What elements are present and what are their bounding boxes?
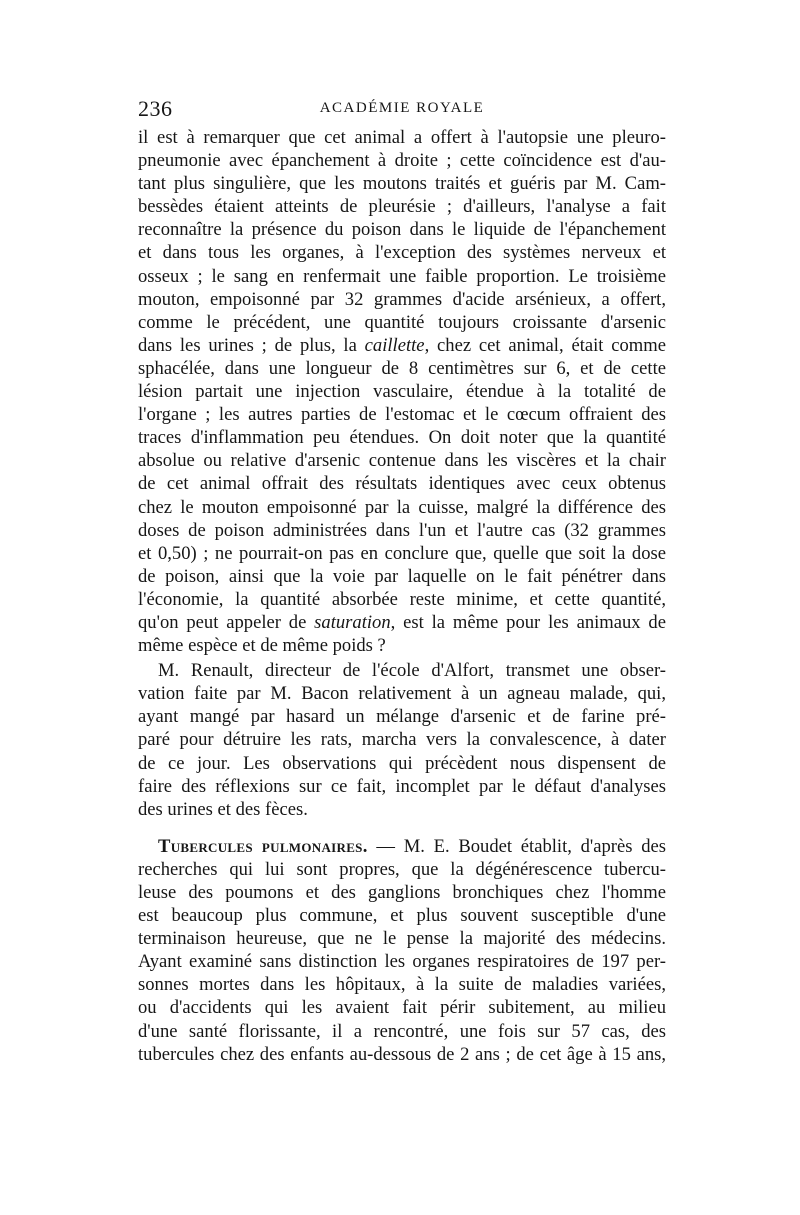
text-line: même espèce et de même poids ?	[138, 635, 386, 657]
italic-term: saturation	[314, 611, 391, 633]
body-text	[138, 126, 666, 1066]
text-line: d'une santé florissante, il a rencontré, une fois sur 57 cas, des	[138, 1020, 666, 1042]
text-line: mouton, empoisonné par 32 grammes d'acide arsénieux, a offert,	[138, 288, 666, 310]
text-line: tubercules chez des enfants au-dessous de 2 ans ; de cet âge à 15 ans,	[138, 1043, 666, 1065]
text-line: est beaucoup plus commune, et plus souvent susceptible d'une	[138, 905, 666, 927]
text-line: terminaison heureuse, que ne le pense la majorité des médecins.	[138, 928, 666, 950]
text-line: faire des réflexions sur ce fait, incomplet par le défaut d'analyses	[138, 775, 666, 797]
paragraph-arsenic-sheep	[138, 126, 666, 657]
text-line: ou d'accidents qui les avaient fait périr subitement, au milieu	[138, 997, 666, 1019]
text-line: bessèdes étaient atteints de pleurésie ; d'ailleurs, l'analyse a fait	[138, 196, 666, 218]
text-line: comme le précédent, une quantité toujours croissante d'arsenic	[138, 311, 666, 333]
paragraph-pulmonary-tubercles	[138, 835, 666, 1066]
text-line: absolue ou relative d'arsenic contenue dans les viscères et la chair	[138, 450, 666, 472]
text-line: doses de poison administrées dans l'un et l'autre cas (32 grammes	[138, 519, 666, 541]
text-line: traces d'inflammation peu étendues. On doit noter que la quantité	[138, 427, 666, 449]
text-segment: — M. E. Boudet établit, d'après des	[367, 835, 666, 857]
text-line: l'économie, la quantité absorbée reste minime, et cette quantité,	[138, 588, 666, 610]
text-line: des urines et des fèces.	[138, 798, 308, 820]
running-title: ACADÉMIE ROYALE	[319, 100, 485, 116]
text-segment: qu'on peut appeler de	[138, 611, 307, 633]
text-line: vation faite par M. Bacon relativement à un agneau malade, qui,	[138, 683, 666, 705]
text-line: paré pour détruire les rats, marcha vers la convalescence, à dater	[138, 729, 666, 751]
text-line: recherches qui lui sont propres, que la dégénérescence tubercu-	[138, 858, 666, 880]
text-line: et dans tous les organes, à l'exception des systèmes nerveux et	[138, 242, 666, 264]
text-line: leuse des poumons et des ganglions bronchiques chez l'homme	[138, 882, 666, 903]
italic-term: caillette	[364, 334, 425, 356]
text-line: de cet animal offrait des résultats identiques avec ceux obtenus	[138, 473, 666, 495]
text-segment: , chez cet animal, était comme	[424, 334, 666, 356]
text-segment: dans les urines ; de plus, la	[138, 334, 357, 356]
text-line: chez le mouton empoisonné par la cuisse, malgré la différence des	[138, 496, 666, 518]
text-line: reconnaître la présence du poison dans le liquide de l'épanchement	[138, 219, 666, 241]
text-line: lésion partait une injection vasculaire, étendue à la totalité de	[138, 381, 666, 403]
text-line: Ayant examiné sans distinction les organes respiratoires de 197 per-	[138, 951, 666, 973]
text-line: l'organe ; les autres parties de l'estomac et le cœcum offraient des	[138, 404, 666, 426]
text-line: tant plus singulière, que les moutons traités et guéris par M. Cam-	[138, 173, 666, 195]
text-line: de ce jour. Les observations qui précèdent nous dispensent de	[138, 752, 666, 774]
text-line: pneumonie avec épanchement à droite ; cette coïncidence est d'au-	[138, 150, 666, 172]
text-line: il est à remarquer que cet animal a offert à l'autopsie une pleuro-	[138, 127, 666, 148]
paragraph-renault-observation	[138, 659, 666, 821]
text-line	[138, 835, 666, 858]
text-line	[138, 611, 666, 634]
text-line: ayant mangé par hasard un mélange d'arsenic et de farine pré-	[138, 706, 666, 728]
text-line: sphacélée, dans une longueur de 8 centimètres sur 6, et de cette	[138, 357, 666, 379]
text-line: et 0,50) ; ne pourrait-on pas en conclure que, quelle que soit la dose	[138, 542, 666, 564]
page-number: 236	[138, 96, 173, 121]
text-line: sonnes mortes dans les hôpitaux, à la suite de maladies variées,	[138, 974, 666, 996]
text-line: de poison, ainsi que la voie par laquelle on le fait pénétrer dans	[138, 565, 666, 587]
text-line: M. Renault, directeur de l'école d'Alfort, transmet une obser-	[158, 660, 666, 682]
text-line: osseux ; le sang en renfermait une faible proportion. Le troisième	[138, 265, 666, 287]
section-heading: Tubercules pulmonaires.	[158, 835, 368, 857]
page-header	[138, 96, 666, 128]
text-segment: , est la même pour les animaux de	[390, 611, 666, 633]
text-line	[138, 334, 666, 357]
